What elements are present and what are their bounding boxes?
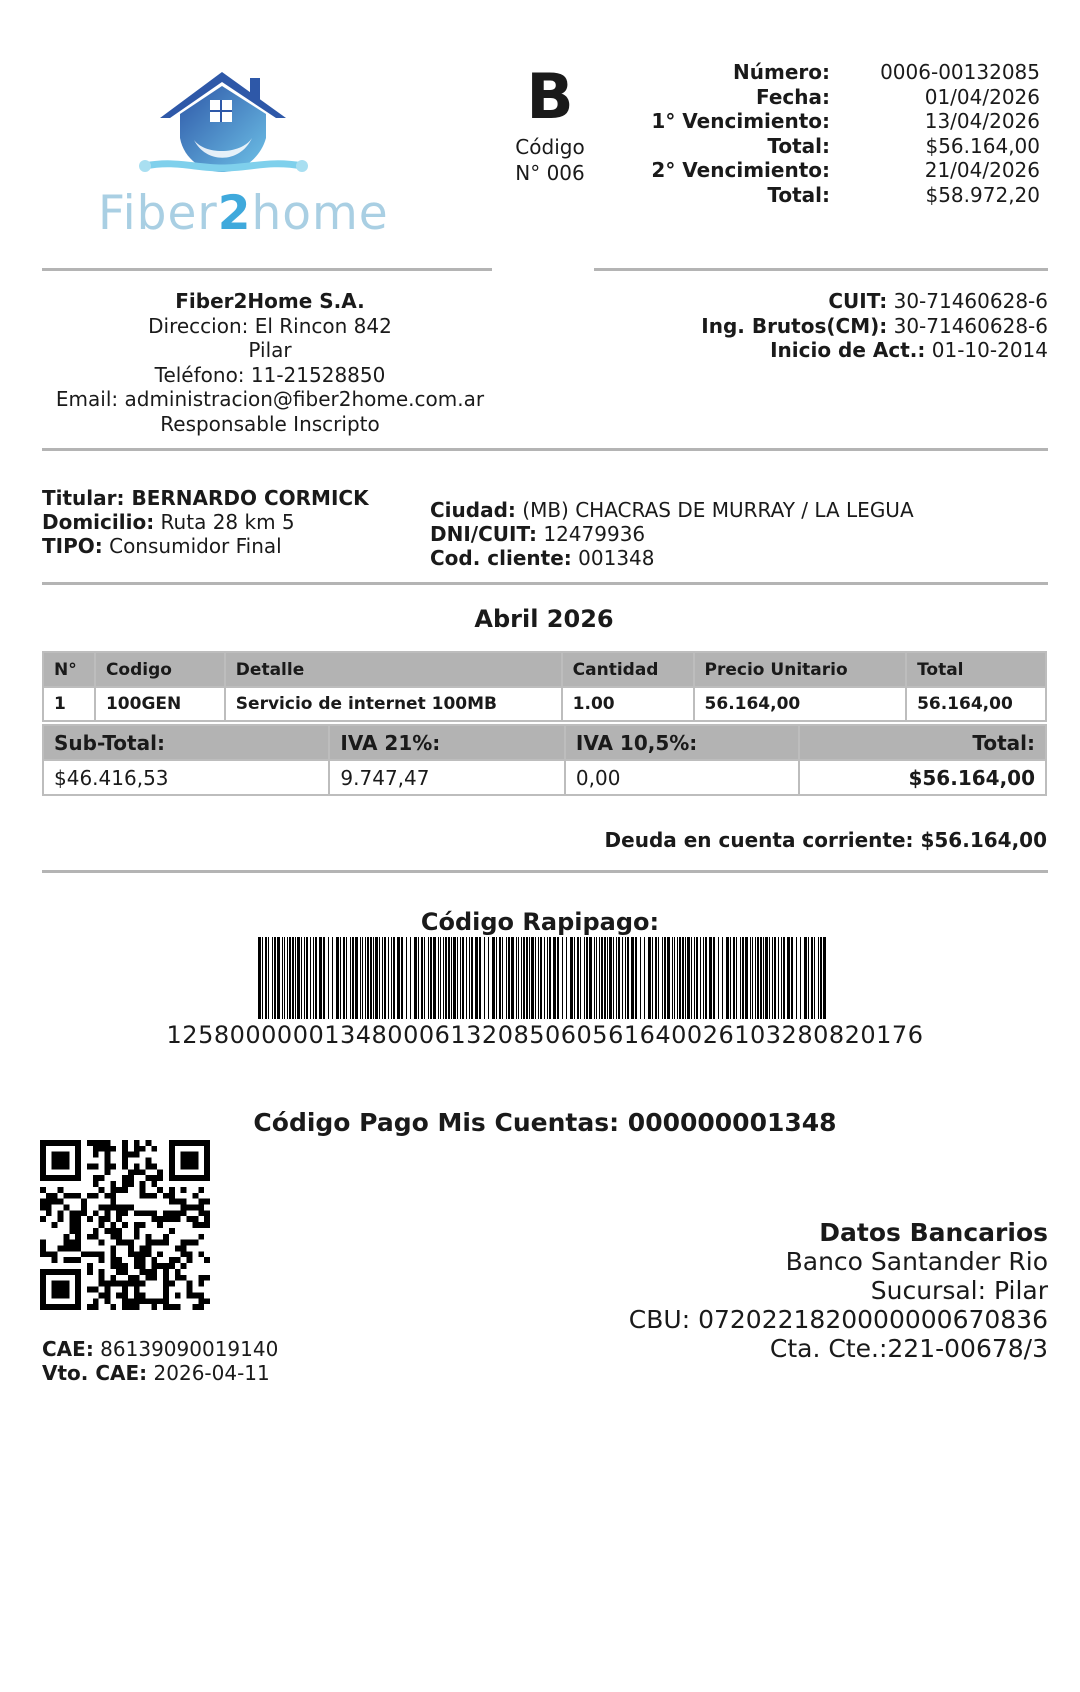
logo-wordmark: Fiber2home xyxy=(98,186,389,241)
divider xyxy=(42,582,1048,585)
invoice-letter-box xyxy=(480,60,620,186)
billing-period: Abril 2026 xyxy=(474,605,614,633)
divider xyxy=(594,268,1048,271)
fiscal-details: CUIT: 30-71460628-6 Ing. Brutos(CM): 30-71460628-6 Inicio de Act.: 01-10-2014 xyxy=(701,289,1048,362)
totals-header-row: Sub-Total: IVA 21%: IVA 10,5%: Total: xyxy=(43,725,1046,760)
customer-info-right: Ciudad: (MB) CHACRAS DE MURRAY / LA LEGUA DNI/CUIT: 12479936 Cod. cliente: 001348 xyxy=(430,498,914,570)
invoice-letter: B xyxy=(526,60,574,133)
invoice-code-number: N° 006 xyxy=(515,161,585,185)
table-row: 1 100GEN Servicio de internet 100MB 1.00 56.164,00 56.164,00 xyxy=(43,687,1046,721)
company-details: Fiber2Home S.A. Direccion: El Rincon 842 Pilar Teléfono: 11-21528850 Email: administracion@fiber2home.com.ar Responsable Inscripto xyxy=(55,289,485,436)
invoice-info: Número: 0006-00132085 Fecha: 01/04/2026 1° Vencimiento: 13/04/2026 Total: $56.164,00 2° Vencimiento: 21/04/2026 Total: $58.972,20 xyxy=(651,60,1040,207)
mis-cuentas-code: Código Pago Mis Cuentas: 000000001348 xyxy=(253,1108,837,1137)
account-debt: Deuda en cuenta corriente: $56.164,00 xyxy=(604,828,1047,852)
customer-info-left: Titular: BERNARDO CORMICK Domicilio: Ruta 28 km 5 TIPO: Consumidor Final xyxy=(42,486,369,558)
divider xyxy=(42,268,492,271)
company-logo xyxy=(90,68,389,243)
items-table xyxy=(42,651,1047,722)
table-header-row: N° Codigo Detalle Cantidad Precio Unitario Total xyxy=(43,652,1046,687)
invoice-code-label: Código xyxy=(515,135,585,159)
cae-info: CAE: 86139090019140 Vto. CAE: 2026-04-11 xyxy=(42,1337,279,1385)
totals-value-row: $46.416,53 9.747,47 0,00 $56.164,00 xyxy=(43,760,1046,795)
house-logo-icon xyxy=(90,68,370,188)
bank-details: Datos Bancarios Banco Santander Rio Sucursal: Pilar CBU: 0720221820000000670836 Cta. Cte.:221-00678/3 xyxy=(628,1218,1048,1363)
rapipago-title: Código Rapipago: xyxy=(420,908,660,936)
qr-code-icon xyxy=(40,1140,210,1310)
barcode-number: 125800000013480006132085060561640026103280820176 xyxy=(166,1021,924,1049)
totals-table xyxy=(42,724,1047,796)
barcode-icon xyxy=(258,937,830,1019)
divider xyxy=(42,870,1048,873)
divider xyxy=(42,448,1048,451)
